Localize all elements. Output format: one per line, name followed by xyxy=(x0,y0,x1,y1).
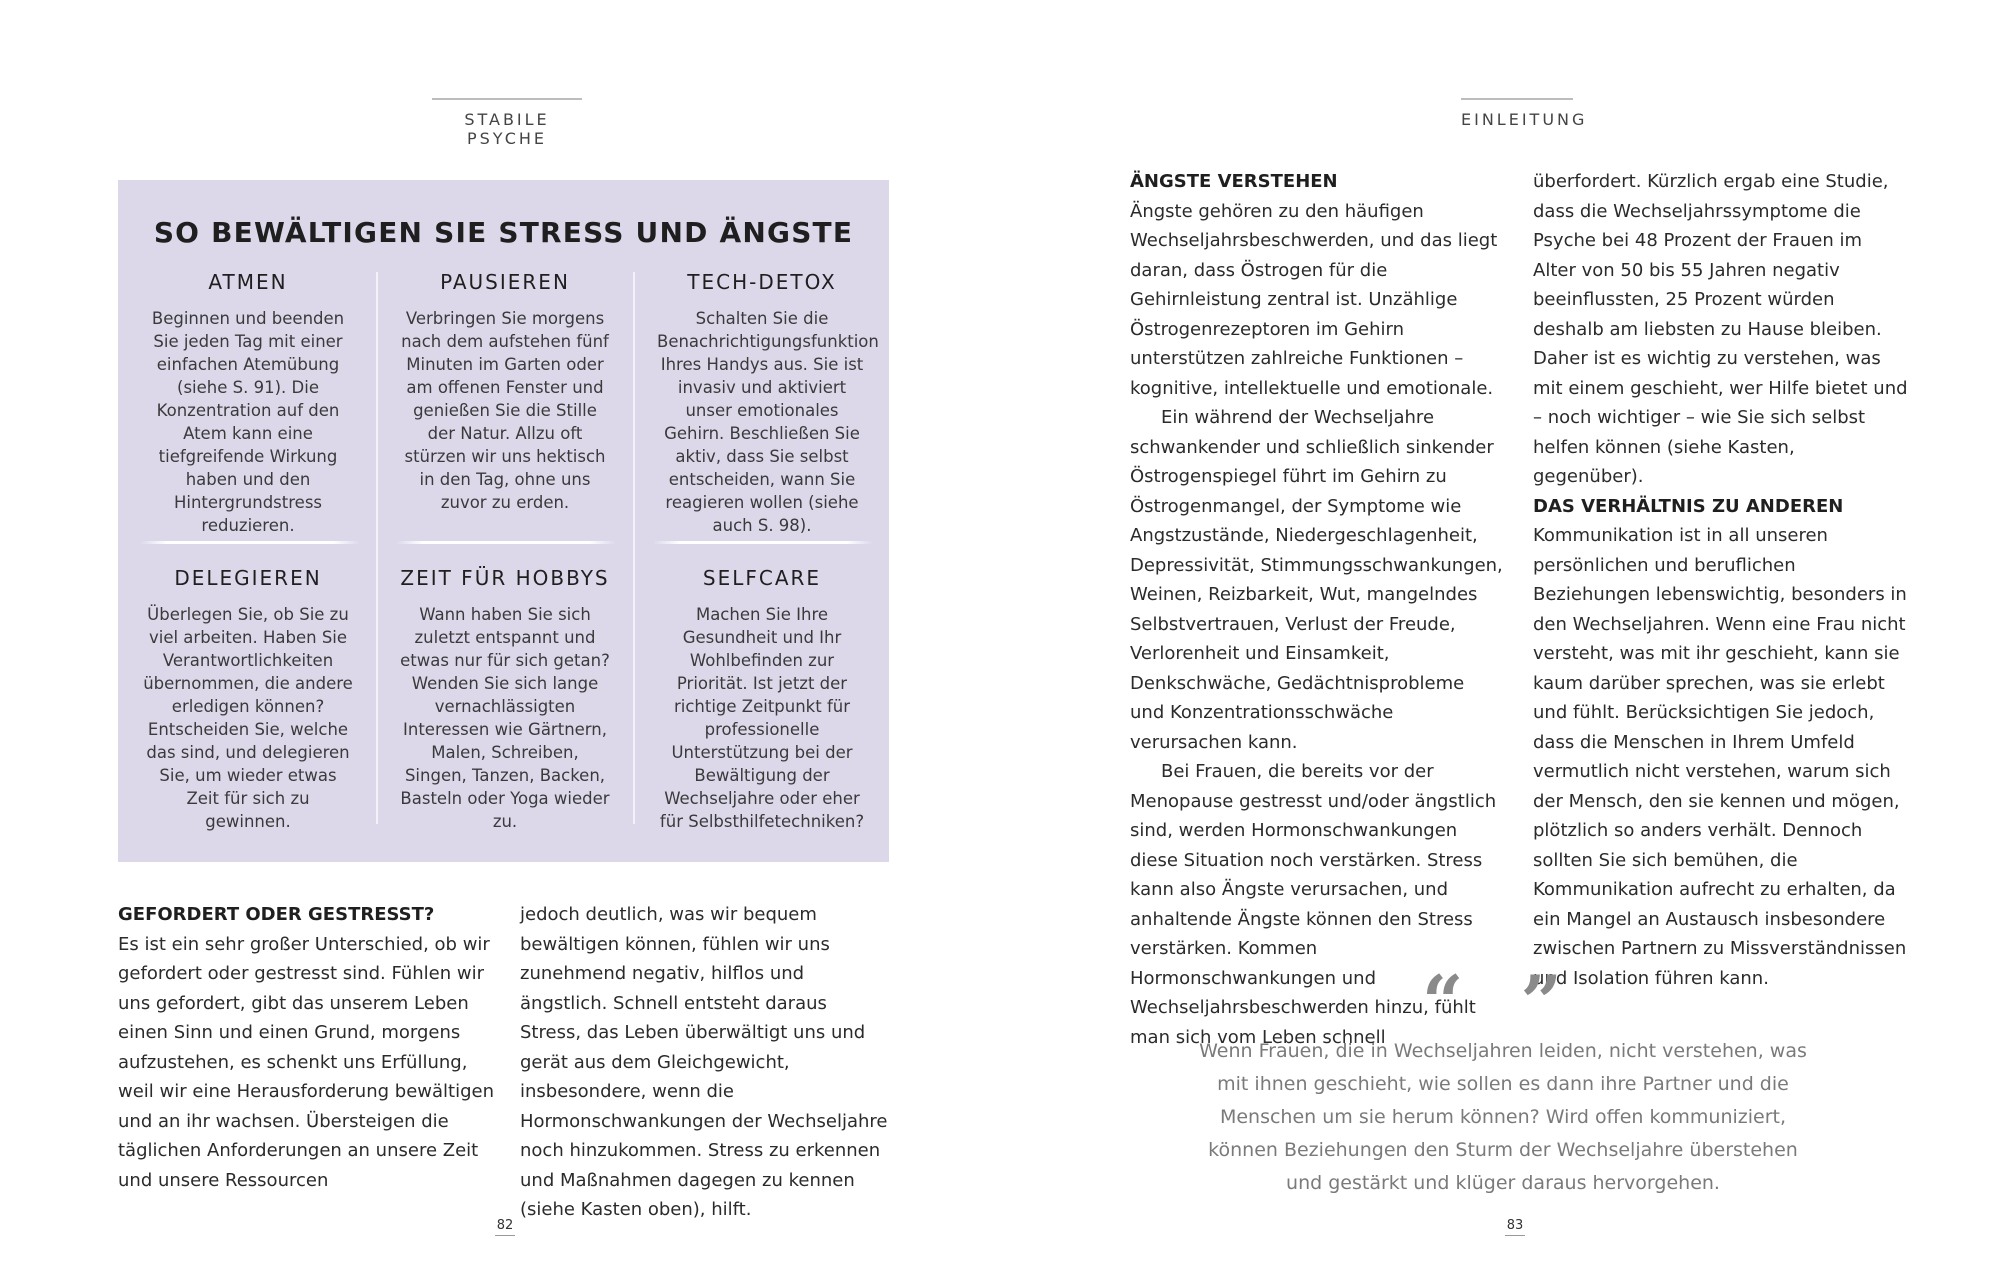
page-number-left xyxy=(495,1218,515,1236)
page-number-rule xyxy=(1505,1235,1525,1236)
tip-text: Überlegen Sie, ob Sie zu viel arbeiten. Haben Sie Verantwortlichkeiten übernommen, die andere erledigen können? Entscheiden Sie, welche das sind, und delegieren Sie, um wieder etwas Zeit für sich zu gewinnen. xyxy=(143,605,353,831)
tip-delegieren xyxy=(133,566,363,833)
section-heading: DAS VERHÄLTNIS ZU ANDEREN xyxy=(1533,495,1844,517)
section-heading: GEFORDERT ODER GESTRESST? xyxy=(118,904,435,925)
pull-quote: Wenn Frauen, die in Wechseljahren leiden, nicht verstehen, was mit ihnen geschieht, wie sollen es dann ihre Partner und die Menschen um sie herum können? Wird offen kommuniziert, können Beziehungen den Sturm der Wechseljahre überstehen und gestärkt und klüger daraus hervorgehen. xyxy=(1199,1040,1807,1194)
running-head-text: EINLEITUNG xyxy=(1461,110,1588,129)
tip-heading: PAUSIEREN xyxy=(440,270,570,294)
body-paragraph: jedoch deutlich, was wir bequem bewältigen können, fühlen wir uns zunehmend negativ, hilflos und ängstlich. Schnell entsteht daraus Stress, das Leben überwältigt uns und gerät aus dem Gleichgewicht, insbesondere, wenn die Hormonschwankungen der Wechseljahre noch hinzukommen. Stress zu erkennen und Maßnahmen dagegen zu kennen (siehe Kasten oben), hilft. xyxy=(520,904,888,1220)
running-head-rule xyxy=(1461,98,1573,100)
tip-zeit-fuer-hobbys xyxy=(390,566,620,833)
box-divider-vertical-2 xyxy=(633,272,635,824)
body-paragraph: überfordert. Kürzlich ergab eine Studie, dass die Wechseljahrssymptome die Psyche bei 48 Prozent der Frauen im Alter von 50 bis 55 Jahren negativ beeinflussten, 25 Prozent würden deshalb am liebsten zu Hause bleiben. Daher ist es wichtig zu verstehen, was mit einem geschieht, wer Hilfe bietet und – noch wichtiger – wie Sie sich selbst helfen können (siehe Kasten, gegenüber). xyxy=(1533,171,1908,487)
tip-pausieren xyxy=(390,270,620,514)
tip-heading: SELFCARE xyxy=(702,566,822,590)
tip-text: Machen Sie Ihre Gesundheit und Ihr Wohlbefinden zur Priorität. Ist jetzt der richtige Zeitpunkt für professionelle Unterstützung bei der Bewältigung der Wechseljahre oder eher für Selbsthilfetechniken? xyxy=(659,605,865,831)
body-paragraph: Es ist ein sehr großer Unterschied, ob wir gefordert oder gestresst sind. Fühlen wir uns gefordert, gibt das unserem Leben einen Sinn und einen Grund, morgens aufzustehen, es schenkt uns Erfüllung, weil wir eine Herausforderung bewältigen und an ihr wachsen. Übersteigen die täglichen Anforderungen an unsere Zeit und unsere Ressourcen xyxy=(118,933,494,1191)
box-title: SO BEWÄLTIGEN SIE STRESS UND ÄNGSTE xyxy=(153,216,854,249)
tip-selfcare xyxy=(647,566,877,833)
tip-text: Verbringen Sie morgens nach dem aufstehen fünf Minuten im Garten oder am offenen Fenster und genießen Sie die Stille der Natur. Allzu oft stürzen wir uns hektisch in den Tag, ohne uns zuvor zu erden. xyxy=(401,309,609,512)
section-gefordert-col-2 xyxy=(520,900,890,1225)
page-number: 82 xyxy=(496,1218,514,1233)
tip-heading: DELEGIEREN xyxy=(174,566,322,590)
tip-atmen xyxy=(133,270,363,537)
tip-tech-detox xyxy=(647,270,877,537)
running-head-rule xyxy=(432,98,582,100)
page-number-right xyxy=(1505,1218,1525,1236)
tip-text: Schalten Sie die Benachrichtigungsfunktion Ihres Handys aus. Sie ist invasiv und aktiviert unser emotionales Gehirn. Beschließen Sie aktiv, dass Sie selbst entscheiden, wann Sie reagieren wollen (siehe auch S. 98). xyxy=(657,309,879,535)
stress-tips-box xyxy=(118,180,889,862)
running-head-left xyxy=(432,98,582,148)
body-paragraph: Ängste gehören zu den häufigen Wechseljahrsbeschwerden, und das liegt daran, dass Östrogen für die Gehirnleistung zentral ist. Unzählige Östrogenrezeptoren im Gehirn unterstützen zahlreiche Funktionen – kognitive, intellektuelle und emotionale. xyxy=(1130,200,1498,399)
box-divider-horizontal-3 xyxy=(653,541,873,544)
quote-marks-icon: “ ” xyxy=(1422,959,1578,1044)
running-head-text: STABILE PSYCHE xyxy=(464,110,550,148)
tip-heading: ZEIT FÜR HOBBYS xyxy=(400,566,610,590)
body-paragraph: Kommunikation ist in all unseren persönlichen und beruflichen Beziehungen lebenswichtig, besonders in den Wechseljahren. Wenn eine Frau nicht versteht, was mit ihr geschieht, kann sie kaum darüber sprechen, was sie erlebt und fühlt. Berücksichtigen Sie jedoch, dass die Menschen in Ihrem Umfeld vermutlich nicht verstehen, warum sich der Mensch, den sie kennen und mögen, plötzlich so anders verhält. Dennoch sollten Sie sich bemühen, die Kommunikation aufrecht zu erhalten, da ein Mangel an Austausch insbesondere zwischen Partnern zu Missverständnissen und Isolation führen kann. xyxy=(1533,525,1907,989)
box-divider-vertical-1 xyxy=(376,272,378,824)
page-number: 83 xyxy=(1506,1218,1524,1233)
tip-text: Beginnen und beenden Sie jeden Tag mit einer einfachen Atemübung (siehe S. 91). Die Konzentration auf den Atem kann eine tiefgreifende Wirkung haben und den Hintergrundstress reduzieren. xyxy=(151,309,345,535)
section-gefordert-col-1 xyxy=(118,900,494,1195)
section-aengste-col xyxy=(1130,167,1504,1052)
body-paragraph: Ein während der Wechseljahre schwankender und schließlich sinkender Östrogenspiegel führt im Gehirn zu Östrogenmangel, der Symptome wie Angstzustände, Niedergeschlagenheit, Depressivität, Stimmungsschwankungen, Weinen, Reizbarkeit, Wut, mangelndes Selbstvertrauen, Verlust der Freude, Verlorenheit und Einsamkeit, Denkschwäche, Gedächtnisprobleme und Konzentrationsschwäche verursachen kann. xyxy=(1130,407,1503,753)
tip-heading: TECH-DETOX xyxy=(687,270,837,294)
section-verhaeltnis-col xyxy=(1533,167,1909,993)
running-head-right xyxy=(1461,98,1588,129)
box-divider-horizontal-1 xyxy=(140,541,360,544)
body-paragraph: Bei Frauen, die bereits vor der Menopause gestresst und/oder ängstlich sind, werden Hormonschwankungen diese Situation noch verstärken. Stress kann also Ängste verursachen, und anhaltende Ängste können den Stress verstärken. Kommen Hormonschwankungen und Wechseljahrsbeschwerden hinzu, fühlt man sich vom Leben schnell xyxy=(1130,761,1497,1048)
tip-heading: ATMEN xyxy=(208,270,288,294)
tip-text: Wann haben Sie sich zuletzt entspannt und etwas nur für sich getan? Wenden Sie sich lange vernachlässigten Interessen wie Gärtnern, Malen, Schreiben, Singen, Tanzen, Backen, Basteln oder Yoga wieder zu. xyxy=(400,605,610,831)
section-heading: ÄNGSTE VERSTEHEN xyxy=(1130,171,1338,192)
page-number-rule xyxy=(495,1235,515,1236)
box-divider-horizontal-2 xyxy=(396,541,616,544)
